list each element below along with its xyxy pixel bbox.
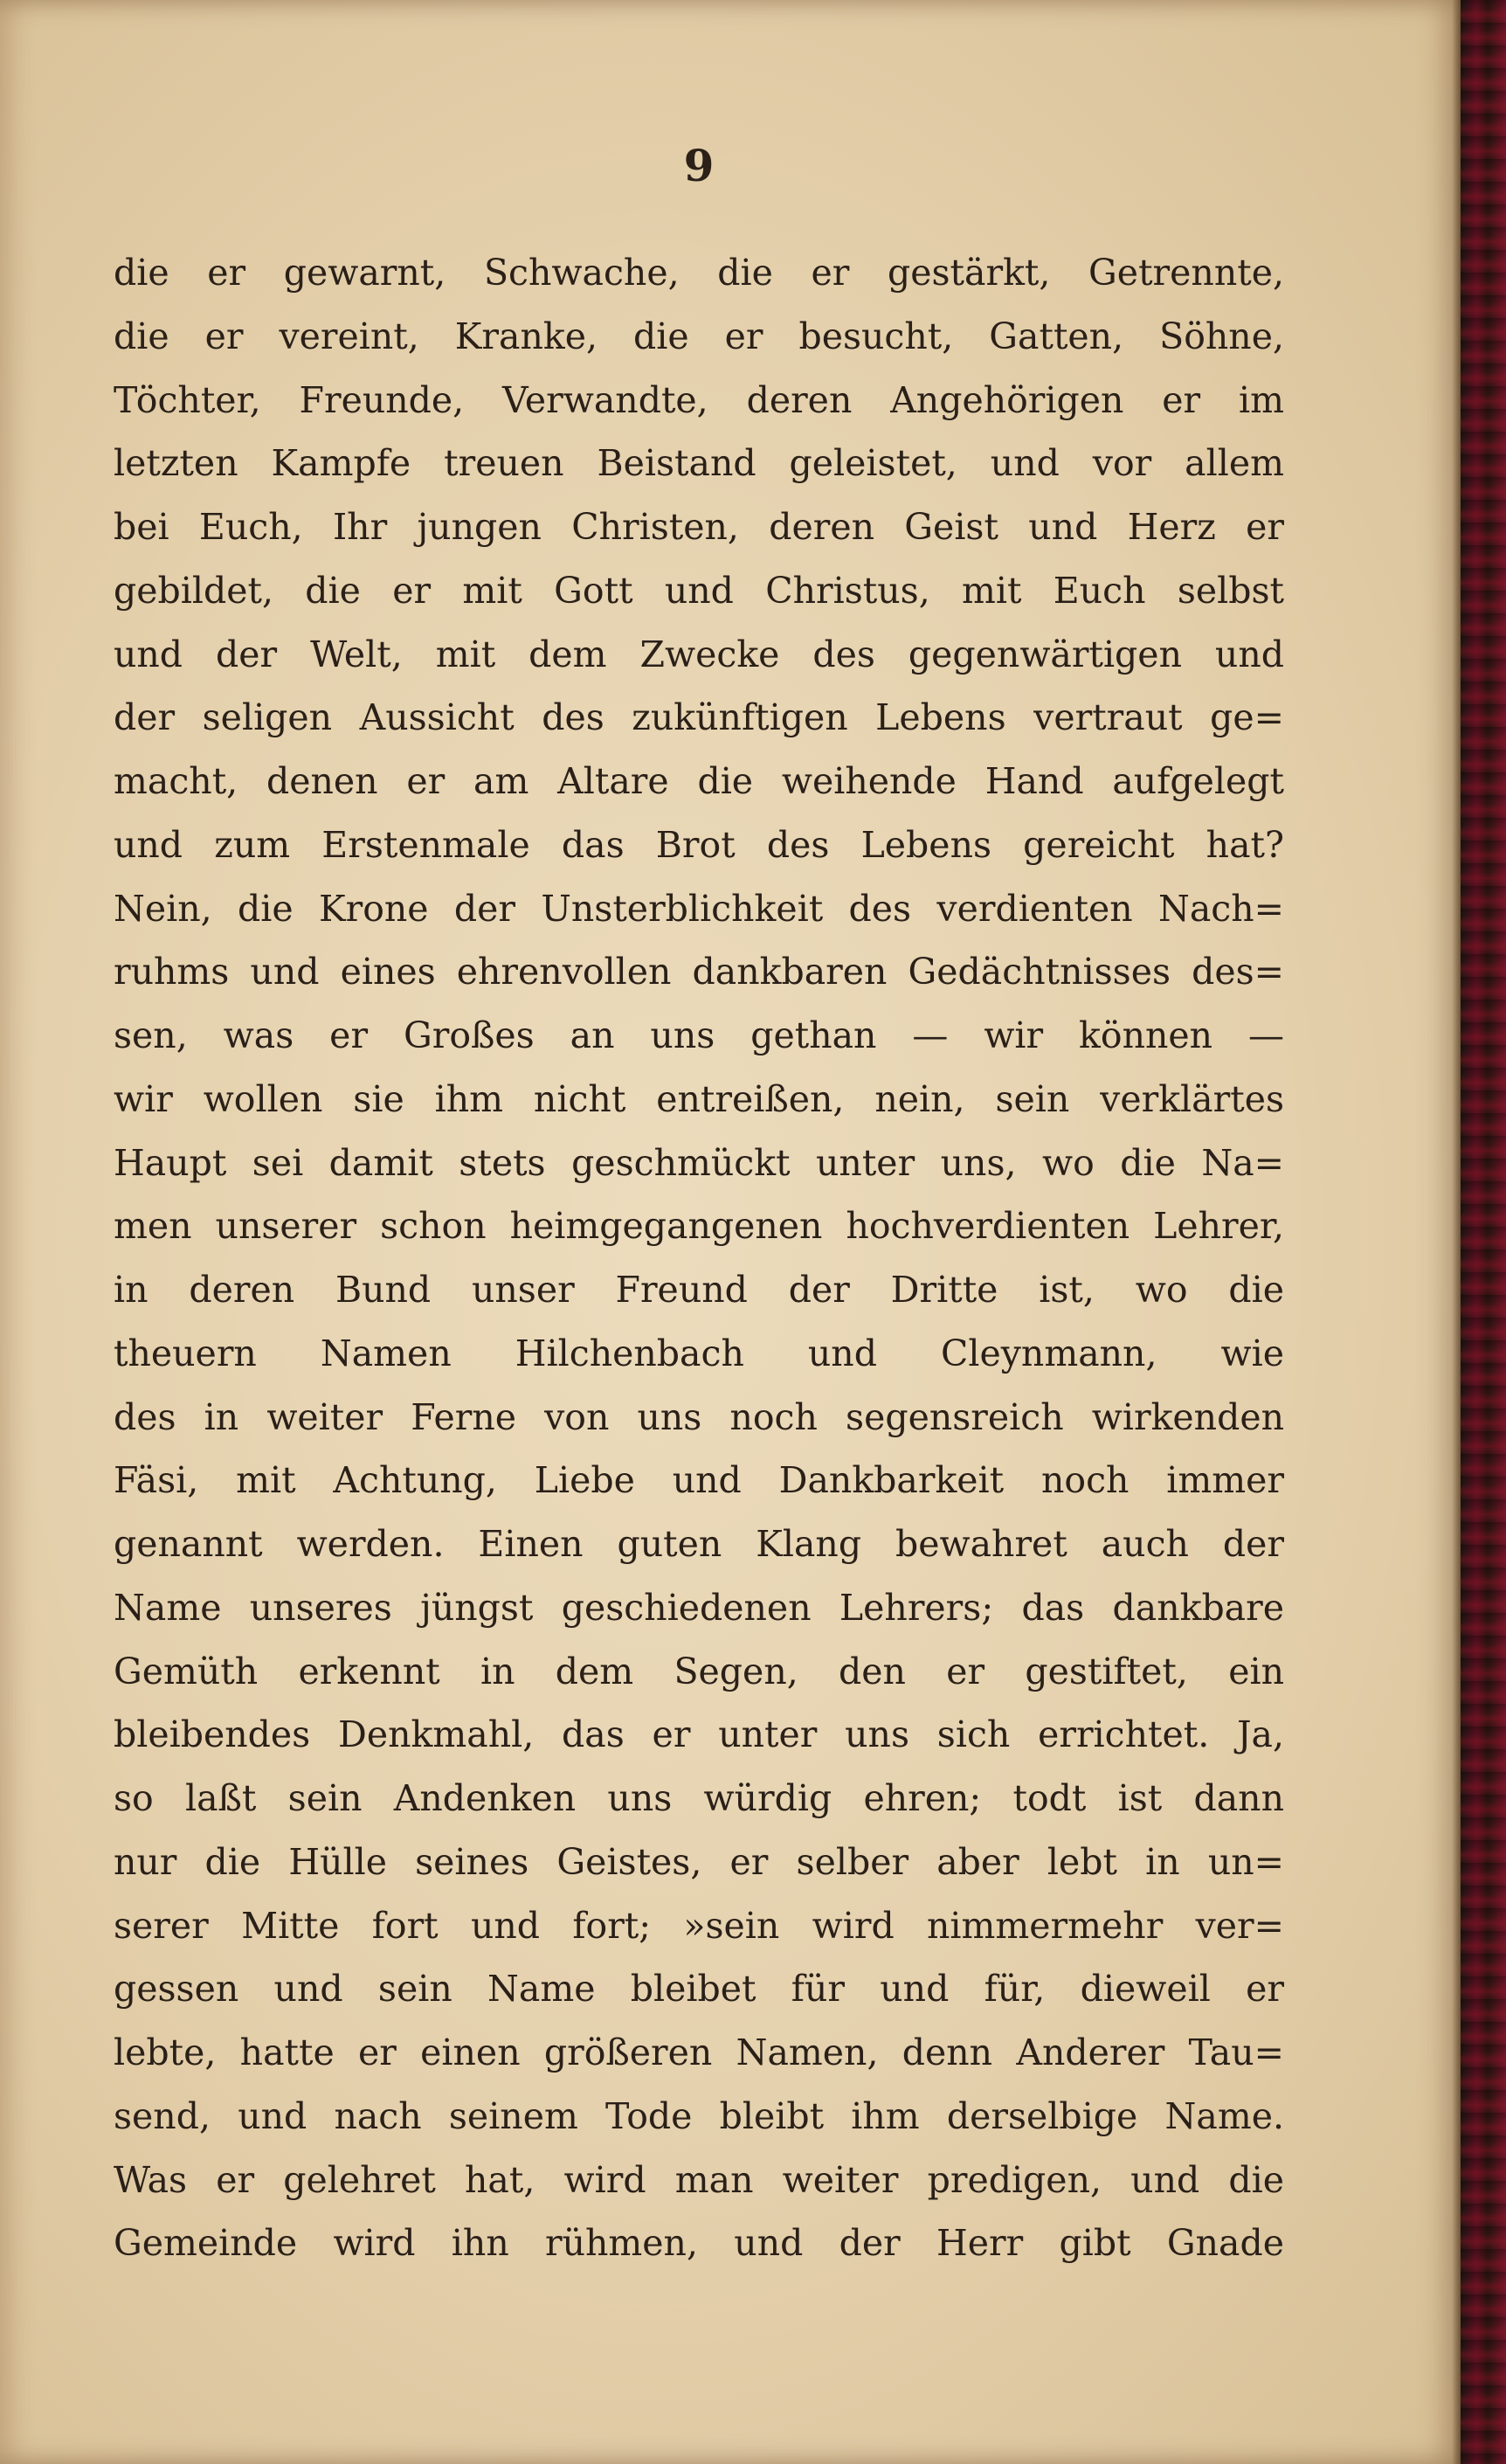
- text-line: Name unseres jüngst geschiedenen Lehrers; das dankbare: [114, 1586, 1284, 1629]
- text-line: lebte, hatte er einen größeren Namen, denn Anderer Tau=: [114, 2031, 1284, 2073]
- text-line: theuern Namen Hilchenbach und Cleynmann, wie: [114, 1332, 1284, 1374]
- text-line: Haupt sei damit stets geschmückt unter uns, wo die Na=: [114, 1141, 1284, 1184]
- text-line: sen, was er Großes an uns gethan — wir können —: [114, 1014, 1284, 1056]
- text-line: so laßt sein Andenken uns würdig ehren; todt ist dann: [114, 1777, 1284, 1819]
- text-line: macht, denen er am Altare die weihende Hand aufgelegt: [114, 760, 1284, 802]
- text-line: Fäsi, mit Achtung, Liebe und Dankbarkeit noch immer: [114, 1459, 1284, 1502]
- text-line: Was er gelehret hat, wird man weiter predigen, und die: [114, 2158, 1284, 2201]
- text-line: send, und nach seinem Tode bleibt ihm derselbige Name.: [114, 2094, 1284, 2137]
- text-line: in deren Bund unser Freund der Dritte ist, wo die: [114, 1269, 1284, 1311]
- text-line: men unserer schon heimgegangenen hochverdienten Lehrer,: [114, 1205, 1284, 1248]
- text-line: die er vereint, Kranke, die er besucht, Gatten, Söhne,: [114, 315, 1284, 357]
- text-line: letzten Kampfe treuen Beistand geleistet, und vor allem: [114, 442, 1284, 485]
- text-line: bei Euch, Ihr jungen Christen, deren Geist und Herz er: [114, 506, 1284, 548]
- text-line: serer Mitte fort und fort; »sein wird nimmermehr ver=: [114, 1904, 1284, 1947]
- page-edge-shadow: [1452, 0, 1461, 2464]
- text-line: ruhms und eines ehrenvollen dankbaren Gedächtnisses des=: [114, 951, 1284, 993]
- text-line: und zum Erstenmale das Brot des Lebens gereicht hat?: [114, 823, 1284, 866]
- text-line: die er gewarnt, Schwache, die er gestärkt, Getrennte,: [114, 252, 1284, 294]
- text-line: gebildet, die er mit Gott und Christus, mit Euch selbst: [114, 569, 1284, 612]
- text-line: gessen und sein Name bleibet für und für, dieweil er: [114, 1968, 1284, 2011]
- text-line: bleibendes Denkmahl, das er unter uns sich errichtet. Ja,: [114, 1713, 1284, 1756]
- text-line: Töchter, Freunde, Verwandte, deren Angehörigen er im: [114, 378, 1284, 421]
- text-line: des in weiter Ferne von uns noch segensreich wirkenden: [114, 1395, 1284, 1438]
- text-line: Gemeinde wird ihn rühmen, und der Herr gibt Gnade: [114, 2222, 1284, 2265]
- text-line: Nein, die Krone der Unsterblichkeit des verdienten Nach=: [114, 887, 1284, 930]
- body-text: [114, 241, 1284, 2275]
- text-line: und der Welt, mit dem Zwecke des gegenwärtigen und: [114, 633, 1284, 675]
- page-number: 9: [683, 140, 715, 191]
- text-line: wir wollen sie ihm nicht entreißen, nein, sein verklärtes: [114, 1077, 1284, 1120]
- text-line: genannt werden. Einen guten Klang bewahret auch der: [114, 1523, 1284, 1565]
- book-spine: [1461, 0, 1506, 2464]
- text-line: nur die Hülle seines Geistes, er selber aber lebt in un=: [114, 1840, 1284, 1883]
- text-line: Gemüth erkennt in dem Segen, den er gestiftet, ein: [114, 1650, 1284, 1692]
- text-line: der seligen Aussicht des zukünftigen Lebens vertraut ge=: [114, 696, 1284, 739]
